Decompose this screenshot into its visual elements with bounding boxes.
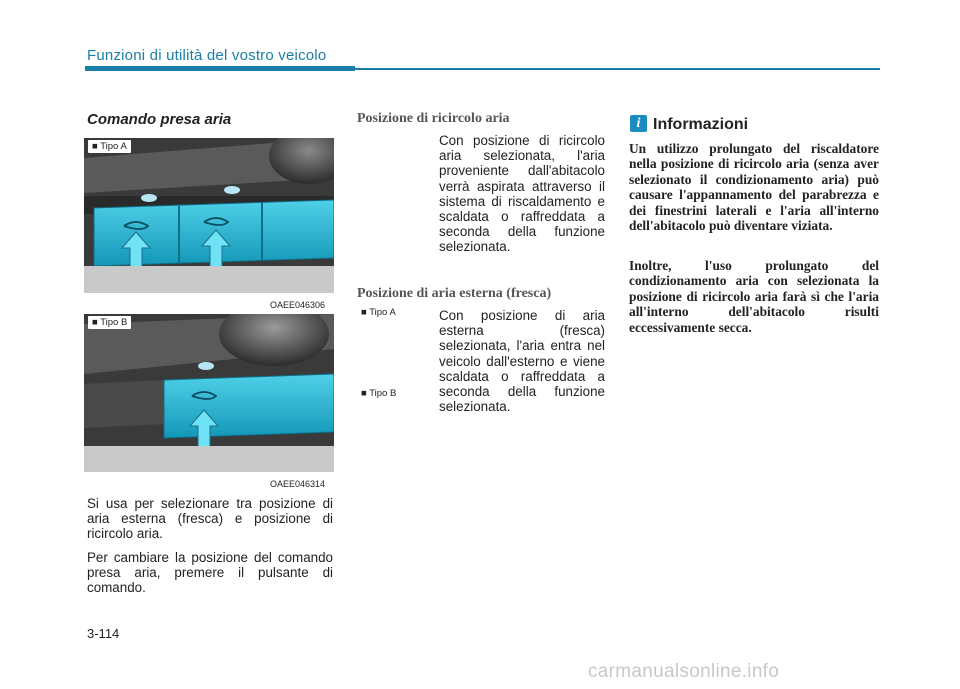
header-bar: [85, 66, 355, 71]
intro-paragraph: Si usa per selezionare tra posizione di aria esterna (fresca) e posizione di ricircolo aria.: [87, 496, 333, 541]
info-paragraph-1: Un utilizzo prolungato del riscaldatore nella posizione di ricircolo aria (senza aver selezionato il condizionamento aria) può causare l'appannamento del parabrezza e dei finestrini laterali e l'aria all'interno dell'abitacolo può diventare viziata.: [629, 141, 879, 234]
photo-code-b: OAEE046314: [270, 479, 326, 489]
instruction-paragraph: Per cambiare la posizione del comando presa aria, premere il pulsante di comando.: [87, 550, 333, 595]
section-title: Comando presa aria: [87, 111, 232, 128]
recirculation-heading: Posizione di ricircolo aria: [357, 111, 510, 126]
watermark: carmanualsonline.info: [588, 661, 780, 682]
page-number: 3-114: [87, 626, 120, 641]
header-rule: [355, 68, 880, 70]
type-a-tag: ■ Tipo A: [361, 307, 396, 318]
info-icon: i: [630, 115, 647, 132]
photo-tag-b: ■ Tipo B: [88, 316, 131, 329]
photo-tag-a: ■ Tipo A: [88, 140, 131, 153]
fresh-air-heading: Posizione di aria esterna (fresca): [357, 286, 552, 301]
fresh-air-text: Con posizione di aria esterna (fresca) selezionata, l'aria entra nel veicolo dall'esterno e viene scaldata o raffreddata a seconda della funzione selezionata.: [439, 308, 605, 415]
control-panel-illustration-b: [84, 314, 334, 472]
header-title: Funzioni di utilità del vostro veicolo: [87, 47, 327, 64]
control-panel-illustration-a: [84, 138, 334, 293]
photo-tipo-b: [84, 314, 334, 472]
photo-tipo-a: [84, 138, 334, 293]
info-title: Informazioni: [653, 116, 749, 133]
recirculation-text: Con posizione di ricircolo aria selezionata, l'aria proveniente dall'abitacolo verrà aspirata attraverso il sistema di riscaldamento e scaldata o raffreddata a seconda della funzione selezionata.: [439, 133, 605, 255]
info-paragraph-2: Inoltre, l'uso prolungato del condizionamento aria con selezionata la posizione di ricircolo aria farà sì che l'aria all'interno dell'abitacolo risulti eccessivamente secca.: [629, 258, 879, 335]
photo-code-a: OAEE046306: [270, 300, 326, 310]
type-b-tag: ■ Tipo B: [361, 388, 397, 399]
